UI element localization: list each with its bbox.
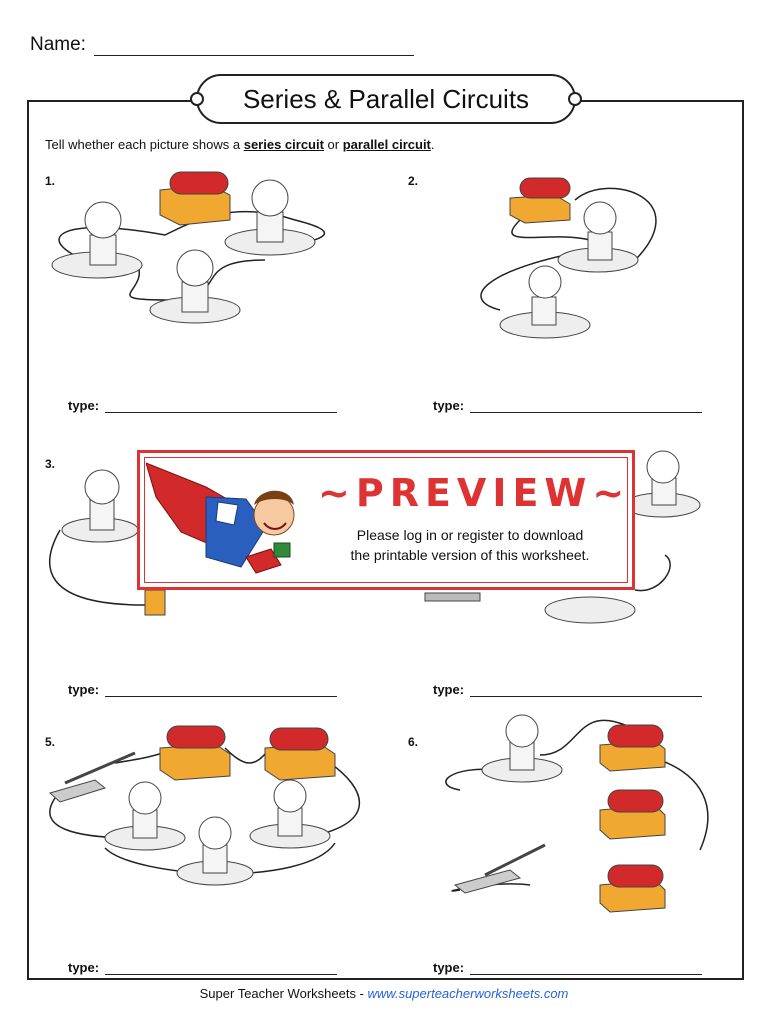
instructions bbox=[45, 137, 435, 152]
switch-6 bbox=[455, 845, 545, 893]
answer-line-5[interactable] bbox=[105, 960, 337, 975]
answer-row-6 bbox=[433, 960, 702, 975]
name-line[interactable] bbox=[94, 37, 414, 56]
battery-5a bbox=[160, 726, 230, 780]
instructions-suffix: . bbox=[430, 137, 435, 152]
battery-5b bbox=[265, 728, 335, 780]
preview-message-line2: the printable version of this worksheet. bbox=[350, 547, 590, 563]
bulb-1a bbox=[52, 202, 142, 278]
question-number-1: 1. bbox=[45, 174, 56, 188]
bulb-5b bbox=[250, 780, 330, 848]
circuit-diagram-5 bbox=[45, 718, 375, 903]
battery-2 bbox=[510, 178, 570, 223]
answer-row-1 bbox=[68, 398, 337, 413]
circuit-diagram-6 bbox=[430, 705, 720, 920]
question-number-3: 3. bbox=[45, 457, 56, 471]
bulb-5c bbox=[177, 817, 253, 885]
battery-6a bbox=[600, 725, 665, 771]
switch-5 bbox=[50, 753, 135, 802]
superhero-mascot-icon bbox=[146, 457, 306, 585]
answer-row-5 bbox=[68, 960, 337, 975]
battery-1 bbox=[160, 172, 230, 225]
bulb-4a bbox=[624, 451, 700, 517]
bulb-2b bbox=[500, 266, 590, 338]
type-label-1: type: bbox=[68, 398, 100, 413]
instructions-prefix: Tell whether each picture shows a bbox=[45, 137, 244, 152]
question-number-5: 5. bbox=[45, 735, 56, 749]
preview-banner[interactable] bbox=[137, 450, 635, 590]
answer-line-2[interactable] bbox=[470, 398, 702, 413]
answer-row-4 bbox=[433, 682, 702, 697]
bulb-6a bbox=[482, 715, 562, 782]
answer-line-6[interactable] bbox=[470, 960, 702, 975]
type-label-6: type: bbox=[433, 960, 465, 975]
answer-row-3 bbox=[68, 682, 337, 697]
bulb-1b bbox=[225, 180, 315, 255]
footer-brand: Super Teacher Worksheets - bbox=[199, 986, 368, 1001]
answer-line-4[interactable] bbox=[470, 682, 702, 697]
preview-message-line1: Please log in or register to download bbox=[356, 527, 584, 543]
type-label-4: type: bbox=[433, 682, 465, 697]
bulb-3a bbox=[62, 470, 138, 542]
instructions-middle: or bbox=[323, 137, 343, 152]
battery-6c bbox=[600, 865, 665, 912]
worksheet-title bbox=[196, 74, 576, 124]
circuit-diagram-1 bbox=[35, 160, 345, 350]
footer-url-link[interactable]: www.superteacherworksheets.com bbox=[367, 986, 569, 1001]
answer-line-1[interactable] bbox=[105, 398, 337, 413]
name-label: Name: bbox=[30, 34, 86, 55]
battery-6b bbox=[600, 790, 665, 839]
circuit-diagram-2 bbox=[460, 160, 690, 350]
title-text: Series & Parallel Circuits bbox=[242, 83, 530, 114]
type-label-3: type: bbox=[68, 682, 100, 697]
option-series: series circuit bbox=[243, 137, 324, 152]
bulb-5a bbox=[105, 782, 185, 850]
question-number-2: 2. bbox=[408, 174, 419, 188]
preview-title: ~PREVIEW~ bbox=[318, 471, 631, 515]
bulb-1c bbox=[150, 250, 240, 323]
name-field bbox=[30, 34, 414, 56]
answer-row-2 bbox=[433, 398, 702, 413]
answer-line-3[interactable] bbox=[105, 682, 337, 697]
type-label-2: type: bbox=[433, 398, 465, 413]
option-parallel: parallel circuit bbox=[342, 137, 431, 152]
preview-message bbox=[310, 525, 630, 565]
question-number-6: 6. bbox=[408, 735, 419, 749]
type-label-5: type: bbox=[68, 960, 100, 975]
footer bbox=[0, 986, 768, 1001]
